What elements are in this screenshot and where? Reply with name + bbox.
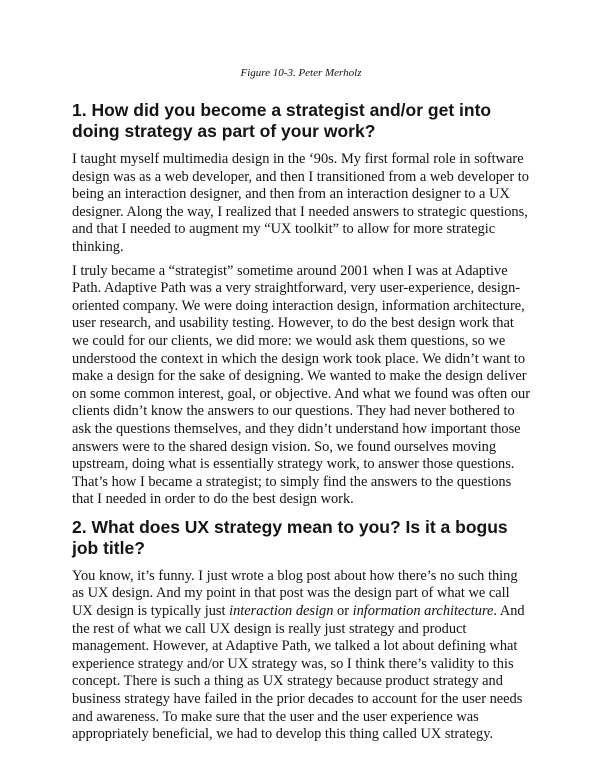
section-1-heading: 1. How did you become a strategist and/or get into doing strategy as part of your work?: [72, 100, 492, 141]
section-1-paragraph-1: I taught myself multimedia design in the ‘90s. My first formal role in software design was as a web developer, and then I transitioned from a web developer to being an interaction designer, and then from an interaction designer to a UX designer. Along the way, I realized that I needed answers to strategic questions, and that I needed to augment my “UX toolkit” to allow for more strategic thinking.: [72, 151, 529, 255]
text-run: . And the rest of what we call UX design is really just strategy and product management. However, at Adaptive Path, we talked a lot about defining what experience strategy and/or UX strategy was, so I think there’s validity to this concept. There is such a thing as UX strategy because product strategy and business strategy have failed in the prior decades to account for the user needs and awareness. To make sure that the user and the user experience was appropriately beneficial, we had to develop this thing called UX strategy.: [72, 603, 525, 743]
emphasis-interaction-design: interaction design: [229, 603, 334, 620]
section-2-heading: 2. What does UX strategy mean to you? Is it a bogus job title?: [72, 516, 508, 558]
document-page: [72, 66, 530, 750]
section-2: [72, 517, 530, 744]
text-run: You know, it’s funny. I just wrote a blog post about how there’s no such thing as UX design. And my point in that post was the design part of what we call UX design is typically just: [72, 567, 518, 620]
text-run: or: [333, 603, 353, 620]
figure-caption: Figure 10-3. Peter Merholz: [240, 67, 362, 79]
section-2-paragraph-1: [72, 568, 530, 744]
section-1: [72, 100, 530, 509]
section-1-paragraph-2: I truly became a “strategist” sometime around 2001 when I was at Adaptive Path. Adaptive Path was a very straightforward, very user-experience, design-oriented company. We were doing interaction design, information architecture, user research, and usability testing. However, to do the best design work that we could for our clients, we did more: we would ask them questions, so we understood the context in which the design work took place. We didn’t want to make a design for the sake of designing. We wanted to make the design deliver on some common interest, goal, or objective. And what we found was often our clients didn’t know the answers to our questions. They had never bothered to ask the questions themselves, and they didn’t understand how important those answers were to the shared design vision. So, we found ourselves moving upstream, doing what is essentially strategy work, to answer those questions. That’s how I became a strategist; to simply find the answers to the questions that I needed in order to do the best design work.: [72, 262, 530, 508]
emphasis-information-architecture: information architecture: [352, 603, 494, 620]
